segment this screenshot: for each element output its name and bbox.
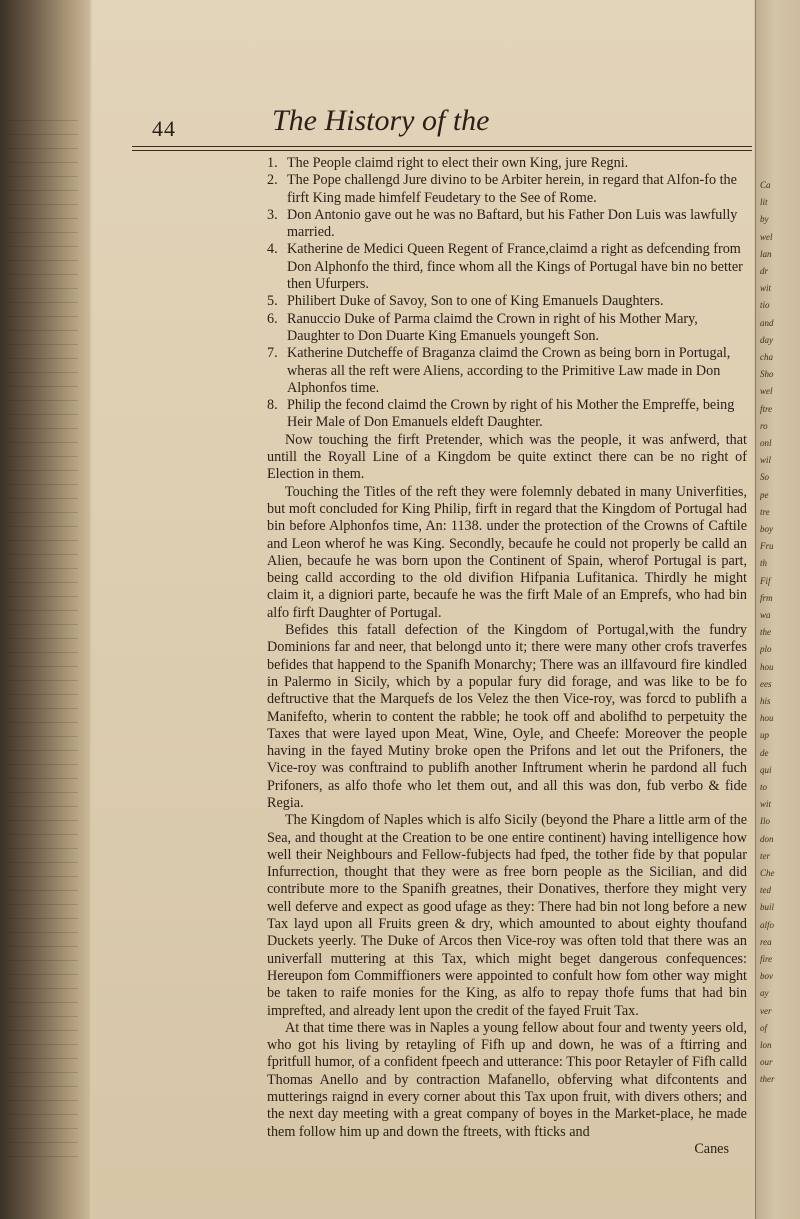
- facing-page-fragment: tio: [760, 300, 770, 311]
- list-item: [267, 155, 747, 172]
- header-rule: [132, 146, 752, 147]
- list-number: 6.: [267, 310, 278, 327]
- facing-page-fragment: pe: [760, 489, 769, 500]
- facing-page-fragment: up: [760, 730, 769, 741]
- facing-page-fragment: wa: [760, 610, 771, 620]
- facing-page-fragment: bov: [760, 971, 773, 982]
- list-number: 3.: [267, 206, 278, 223]
- facing-page-fragment: plo: [760, 644, 772, 655]
- facing-page-fragment: alfo: [760, 919, 775, 930]
- list-number: 8.: [267, 397, 278, 414]
- facing-page-fragment: by: [760, 214, 769, 225]
- facing-page-fragment: qui: [760, 764, 772, 775]
- facing-page-fragment: lon: [760, 1040, 772, 1050]
- facing-page-fragment: ees: [760, 678, 772, 689]
- facing-page-fragment: ay: [760, 988, 769, 999]
- facing-page-fragment: Sho: [760, 369, 774, 380]
- list-text: Katherine de Medici Queen Regent of France,claimd a right as defcending from Don Alphonfo the third, fince whom all the Kings of Portugal have bin no better then Ufurpers.: [287, 241, 743, 293]
- facing-page-edge: [755, 0, 800, 1219]
- page-number: 44: [152, 116, 176, 141]
- facing-page-fragment: of: [760, 1022, 768, 1033]
- list-number: 4.: [267, 241, 278, 258]
- page-body: [267, 155, 747, 1158]
- facing-page-fragment: ted: [760, 885, 771, 896]
- facing-page-fragment: lan: [760, 248, 772, 259]
- facing-page-fragment: Ca: [760, 180, 771, 190]
- facing-page-fragment: cha: [760, 352, 773, 362]
- facing-page-fragment: the: [760, 627, 771, 638]
- facing-page-fragment: Ilo: [760, 816, 770, 827]
- list-number: 2.: [267, 172, 278, 189]
- facing-page-fragment: Fru: [760, 541, 774, 552]
- list-item: [267, 345, 747, 397]
- facing-page-fragment: wit: [760, 799, 772, 810]
- facing-page-fragment: lit: [760, 197, 768, 208]
- facing-page-fragment: wel: [760, 386, 773, 397]
- list-text: The People claimd right to elect their own King, jure Regni.: [287, 155, 629, 171]
- list-text: Philibert Duke of Savoy, Son to one of King Emanuels Daughters.: [287, 293, 664, 310]
- list-text: The Pope challengd Jure divino to be Arbiter herein, in regard that Alfon-fo the firft King made himfelf Feudetary to the See of Rome.: [287, 172, 737, 206]
- facing-page-fragment: ver: [760, 1005, 772, 1016]
- facing-page-fragment: to: [760, 782, 768, 792]
- facing-page-fragment: ther: [760, 1074, 775, 1085]
- paragraph: The Kingdom of Naples which is alfo Sicily (beyond the Phare a little arm of the Sea, and thought at the Creation to be one entire continent) having intelligence how well their Neighbours and Fellow-fubjects had fped, the tother fide by that popular Infurrection, thought that they were as free born people as the Sicilian, and did contribute more to the Spanifh greatnes, their Donatives, therfore they might very well deferve and expect as good ufage as they: There had bin not long before a new Tax layd upon all Fruits green & dry, which amounted to about eighty thoufand Duckets yeerly. The Duke of Arcos then Vice-roy was often told that there was an univerfall muttering at this Tax, which might beget dangerous confequences: Hereupon fom Commiffioners were appointed to confult how fom other way might be taken to raife monies for the King, as alfo to repay thofe fums that had bin imprefted, and already lent upon the credit of the fayed Fruit Tax.: [267, 812, 747, 1019]
- facing-page-fragment: th: [760, 558, 768, 569]
- facing-page-fragment: ro: [760, 420, 768, 431]
- facing-page-fragment: dr: [760, 266, 769, 276]
- list-item: [267, 311, 747, 346]
- facing-page-fragment: fire: [760, 954, 773, 964]
- paragraph: Touching the Titles of the reft they were folemnly debated in many Univerfities, but moft concluded for King Philip, firft in regard that the Kingdom of Portugal had bin before Alphonfos time, An: 1138. under the protection of the Crowns of Caftile and Leon wherof he was King. Secondly, becaufe he could not properly be calld an Alien, becaufe he was born upon the Continent of Spain, wherof Portugal is part, being calld according to the old divifion Hifpania Lufitanica. Thirdly he might claim it, a digniori parte, becaufe he was the firft Male of an Emprefs, who had bin alfo firft Daughter of Portugal.: [267, 483, 747, 621]
- facing-page-fragment: buil: [760, 902, 775, 913]
- facing-page-fragment: frm: [760, 592, 773, 603]
- facing-page-fragment: hou: [760, 713, 774, 724]
- facing-page-fragment: Che: [760, 868, 775, 878]
- catchword: Canes: [694, 1140, 729, 1157]
- facing-page-fragment: boy: [760, 524, 773, 534]
- facing-page-fragment: ter: [760, 850, 770, 861]
- paragraph: Now touching the firft Pretender, which was the people, it was anfwerd, that untill the Royall Line of a Kingdom be quite extinct there can be no right of Election in them.: [267, 431, 747, 483]
- book-gutter: [0, 0, 90, 1219]
- book-page: [92, 0, 754, 1219]
- facing-page-fragment: wil: [760, 455, 772, 466]
- paragraph: At that time there was in Naples a young fellow about four and twenty yeers old, who got his living by retayling of Fifh up and down, he was of a ftirring and fpritfull humor, of a confident fpeech and utterance: This poor Retayler of Fifh calld Thomas Anello and by contraction Mafanello, obferving what difcontents and mutterings raignd in every corner about this Tax upon fruit, with divers others; and the next day meeting with a great company of boyes in the Market-place, he made them follow him up and down the ftreets, with fticks and: [267, 1019, 747, 1140]
- list-text: Don Antonio gave out he was no Baftard, but his Father Don Luis was lawfully married.: [287, 206, 738, 241]
- gutter-shadow-lines: [8, 120, 78, 1170]
- facing-page-fragment: and: [760, 317, 774, 328]
- facing-page-fragment: wel: [760, 231, 773, 242]
- list-number: 7.: [267, 345, 278, 362]
- list-text: Katherine Dutcheffe of Braganza claimd the Crown as being born in Portugal, wheras all the reft were Aliens, according to the Primitive Law made in Don Alphonfos time.: [287, 345, 731, 396]
- list-number: 1.: [267, 155, 278, 171]
- facing-page-fragment: don: [760, 833, 774, 844]
- facing-page-fragment: onl: [760, 438, 772, 448]
- paragraph: Befides this fatall defection of the Kingdom of Portugal,with the fundry Dominions far and neer, that belongd unto it; there were many other crofs traverfes befides that happend to the Spanifh Monarchy; There was an illfavourd fire kindled in Palermo in Sicily, which by a popular fury did forage, and was like to be fo deftructive that the Marquefs de los Velez the then Vice-roy, was forcd to publifh a Manifefto, wherin to content the rabble; he took off and abolifhd to perpetuity the Taxes that were layed upon Meat, Wine, Oyle, and Cheefe: Moreover the people having in the fayed Mutiny broke open the Prifons and let out the Prifoners, the Vice-roy was conftraind to publifh another Inftrument wherin he pardond all fuch Prifoners, as alfo thofe who let them out, and all this was don, fub verbo & fide Regia.: [267, 622, 747, 811]
- list-item: [267, 172, 747, 207]
- list-item: [267, 241, 747, 293]
- running-head: The History of the: [272, 104, 490, 137]
- facing-page-fragment: rea: [760, 936, 772, 947]
- list-text: Ranuccio Duke of Parma claimd the Crown in right of his Mother Mary, Daughter to Don Duarte King Emanuels youngeft Son.: [287, 310, 698, 344]
- facing-page-fragment: day: [760, 334, 773, 345]
- facing-page-fragment: our: [760, 1057, 773, 1068]
- header-rule-thin: [132, 150, 752, 151]
- list-item: [267, 293, 747, 310]
- facing-page-fragment: wit: [760, 283, 772, 294]
- facing-page-fragment: hou: [760, 661, 774, 672]
- list-number: 5.: [267, 293, 278, 310]
- list-item: [267, 207, 747, 242]
- list-item: [267, 397, 747, 432]
- facing-page-fragment: Fif: [760, 575, 771, 586]
- facing-page-fragment: de: [760, 747, 769, 758]
- facing-page-fragment: So: [760, 472, 769, 483]
- facing-page-fragment: ftre: [760, 403, 773, 414]
- list-text: Philip the fecond claimd the Crown by right of his Mother the Empreffe, being Heir Male of Don Emanuels eldeft Daughter.: [287, 397, 735, 431]
- facing-page-fragment: his: [760, 696, 771, 706]
- facing-page-fragment: tre: [760, 506, 770, 517]
